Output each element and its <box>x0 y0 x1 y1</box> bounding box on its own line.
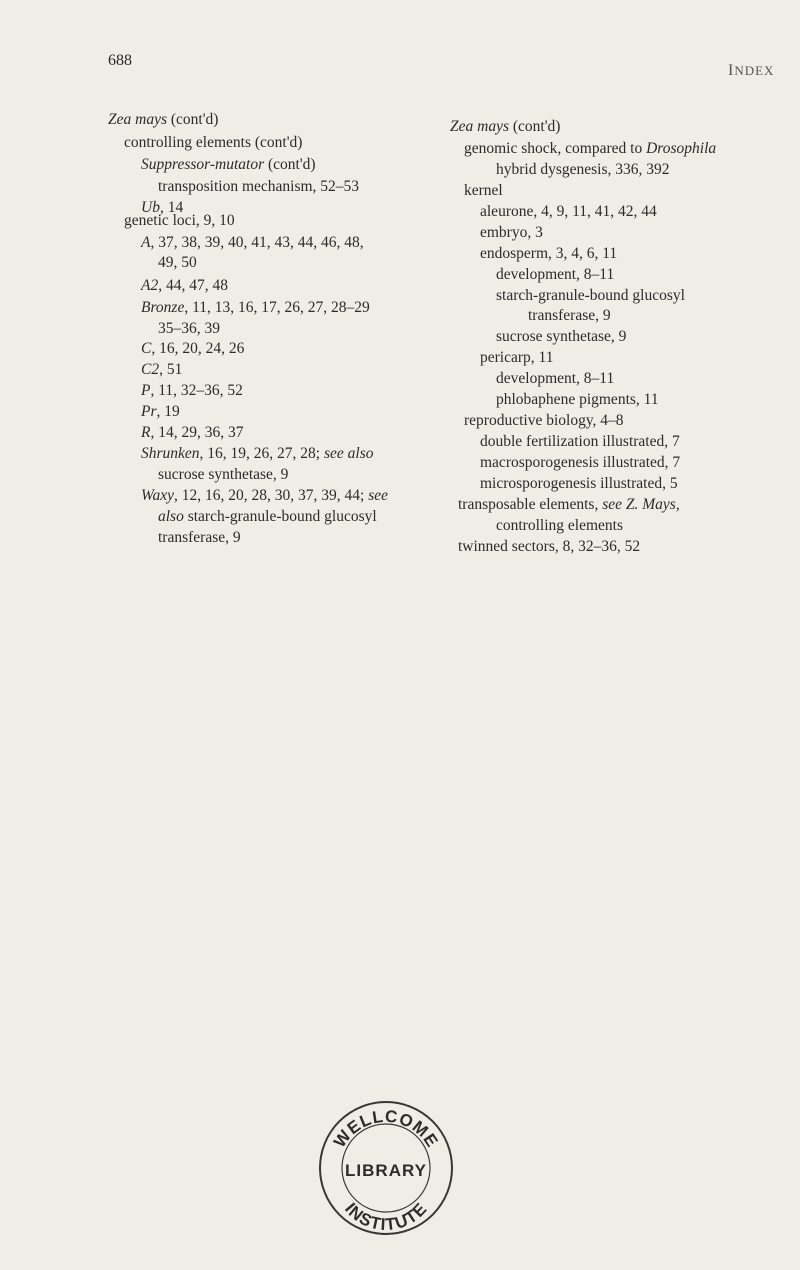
index-entry: Shrunken, 16, 19, 26, 27, 28; see also <box>141 445 374 462</box>
index-entry: phlobaphene pigments, 11 <box>496 391 659 408</box>
index-entry: C, 16, 20, 24, 26 <box>141 340 245 357</box>
index-entry: macrosporogenesis illustrated, 7 <box>480 454 681 471</box>
index-entry: transferase, 9 <box>528 307 611 324</box>
index-entry: genomic shock, compared to Drosophila <box>464 140 717 157</box>
index-entry: controlling elements <box>496 517 623 534</box>
index-entry: Zea mays (cont'd) <box>450 118 561 135</box>
index-entry: embryo, 3 <box>480 224 543 241</box>
index-entry: double fertilization illustrated, 7 <box>480 433 680 450</box>
index-entry: aleurone, 4, 9, 11, 41, 42, 44 <box>480 203 657 220</box>
index-entry: endosperm, 3, 4, 6, 11 <box>480 245 618 262</box>
index-entry: sucrose synthetase, 9 <box>496 328 627 345</box>
index-entry: microsporogenesis illustrated, 5 <box>480 475 678 492</box>
index-entry: Zea mays (cont'd) <box>108 111 219 128</box>
index-entry: R, 14, 29, 36, 37 <box>141 424 244 441</box>
svg-text:WELLCOME <box>330 1107 442 1151</box>
index-entry: kernel <box>464 182 503 199</box>
index-entry: Ub, 14 <box>141 199 184 216</box>
index-entry: reproductive biology, 4–8 <box>464 412 624 429</box>
index-entry: development, 8–11 <box>496 266 615 283</box>
index-entry: C2, 51 <box>141 361 183 378</box>
library-stamp <box>316 1098 456 1238</box>
index-entry: A2, 44, 47, 48 <box>141 277 228 294</box>
page-number: 688 <box>108 52 132 69</box>
index-entry: Bronze, 11, 13, 16, 17, 26, 27, 28–29 <box>141 299 370 316</box>
index-entry: transferase, 9 <box>158 529 241 546</box>
stamp-middle-text: LIBRARY <box>345 1161 427 1180</box>
index-entry: genetic loci, 9, 10 <box>124 212 235 229</box>
running-head <box>728 62 774 80</box>
index-entry: 49, 50 <box>158 254 197 271</box>
index-entry: Suppressor-mutator (cont'd) <box>141 156 316 173</box>
index-entry: transposable elements, see Z. Mays, <box>458 496 680 513</box>
index-entry: starch-granule-bound glucosyl <box>496 287 685 304</box>
index-entry: hybrid dysgenesis, 336, 392 <box>496 161 670 178</box>
running-head-initial: I <box>728 62 735 79</box>
svg-text:INSTITUTE <box>341 1199 431 1234</box>
index-entry: controlling elements (cont'd) <box>124 134 303 151</box>
stamp-bottom-text: INSTITUTE <box>341 1198 431 1235</box>
index-entry: development, 8–11 <box>496 370 615 387</box>
index-entry: pericarp, 11 <box>480 349 554 366</box>
index-entry: also starch-granule-bound glucosyl <box>158 508 377 525</box>
index-entry: P, 11, 32–36, 52 <box>141 382 243 399</box>
index-entry: A, 37, 38, 39, 40, 41, 43, 44, 46, 48, <box>141 234 364 251</box>
index-entry: Pr, 19 <box>141 403 180 420</box>
index-entry: sucrose synthetase, 9 <box>158 466 289 483</box>
index-entry: Waxy, 12, 16, 20, 28, 30, 37, 39, 44; see <box>141 487 388 504</box>
index-entry: twinned sectors, 8, 32–36, 52 <box>458 538 641 555</box>
stamp-top-text: WELLCOME <box>330 1106 443 1152</box>
running-head-rest: NDEX <box>734 63 775 78</box>
index-entry: transposition mechanism, 52–53 <box>158 178 360 195</box>
index-entry: 35–36, 39 <box>158 320 220 337</box>
